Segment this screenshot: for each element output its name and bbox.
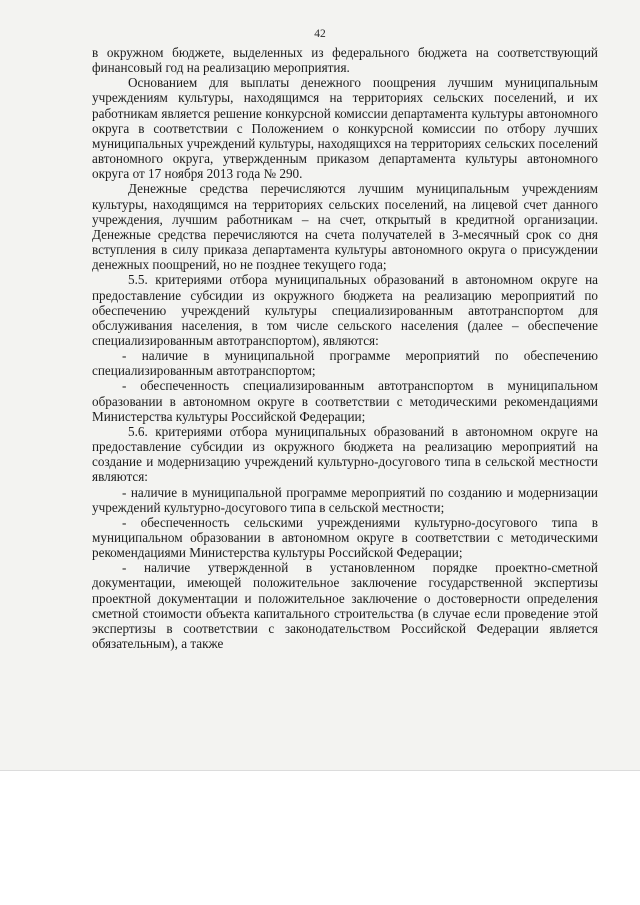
list-item: - наличие утвержденной в установленном порядке проектно-сметной документации, имеющей положительное заключение государственной экспертизы проектной документации и положительное заключение о достоверности определения сметной стоимости объекта капитального строительства (в случае если проведение этой экспертизы в соответствии с законодательством Российской Федерации является обязательным), а также <box>92 560 598 652</box>
list-item: - обеспеченность сельскими учреждениями культурно-досугового типа в муниципальном образовании в автономном округе в соответствии с методическими рекомендациями Министерства культуры Российской Федерации; <box>92 514 598 561</box>
paragraph: 5.6. критериями отбора муниципальных образований в автономном округе на предоставление субсидии из окружного бюджета на реализацию мероприятий на создание и модернизацию учреждений культурно-досугового типа в сельской местности являются: <box>92 423 598 485</box>
list-item: - наличие в муниципальной программе мероприятий по созданию и модернизации учреждений культурно-досугового типа в сельской местности; <box>92 484 598 515</box>
paragraph: 5.5. критериями отбора муниципальных образований в автономном округе на предоставление субсидии из окружного бюджета на реализацию мероприятий по обеспечению учреждений культуры специализированным автотранспортом для обслуживания населения, в том числе сельского населения (далее – обеспечение специализированным автотранспортом), являются: <box>92 272 598 348</box>
paragraph: в окружном бюджете, выделенных из федерального бюджета на соответствующий финансовый год на реализацию мероприятия. <box>92 45 598 76</box>
document-body <box>92 45 598 651</box>
list-item: - наличие в муниципальной программе мероприятий по обеспечению специализированным автотранспортом; <box>92 348 598 379</box>
paragraph: Основанием для выплаты денежного поощрения лучшим муниципальным учреждениям культуры, находящимся на территориях сельских поселений, и их работникам является решение конкурсной комиссии департамента культуры автономного округа в соответствии с Положением о конкурсной комиссии по отбору лучших муниципальных учреждений культуры, находящихся на территориях сельских поселений автономного округа, утвержденным приказом департамента культуры автономного округа от 17 ноября 2013 года № 290. <box>92 75 598 182</box>
page-number: 42 <box>314 28 326 40</box>
list-item: - обеспеченность специализированным автотранспортом в муниципальном образовании в автономном округе в соответствии с методическими рекомендациями Министерства культуры Российской Федерации; <box>92 378 598 424</box>
paragraph: Денежные средства перечисляются лучшим муниципальным учреждениям культуры, находящимся на территориях сельских поселений, на лицевой счет данного учреждения, лучшим работникам – на счет, открытый в кредитной организации. Денежные средства перечисляются на счета получателей в 3-месячный срок со дня вступления в силу приказа департамента культуры автономного округа о присуждении денежных поощрений, но не позднее текущего года; <box>92 181 598 273</box>
